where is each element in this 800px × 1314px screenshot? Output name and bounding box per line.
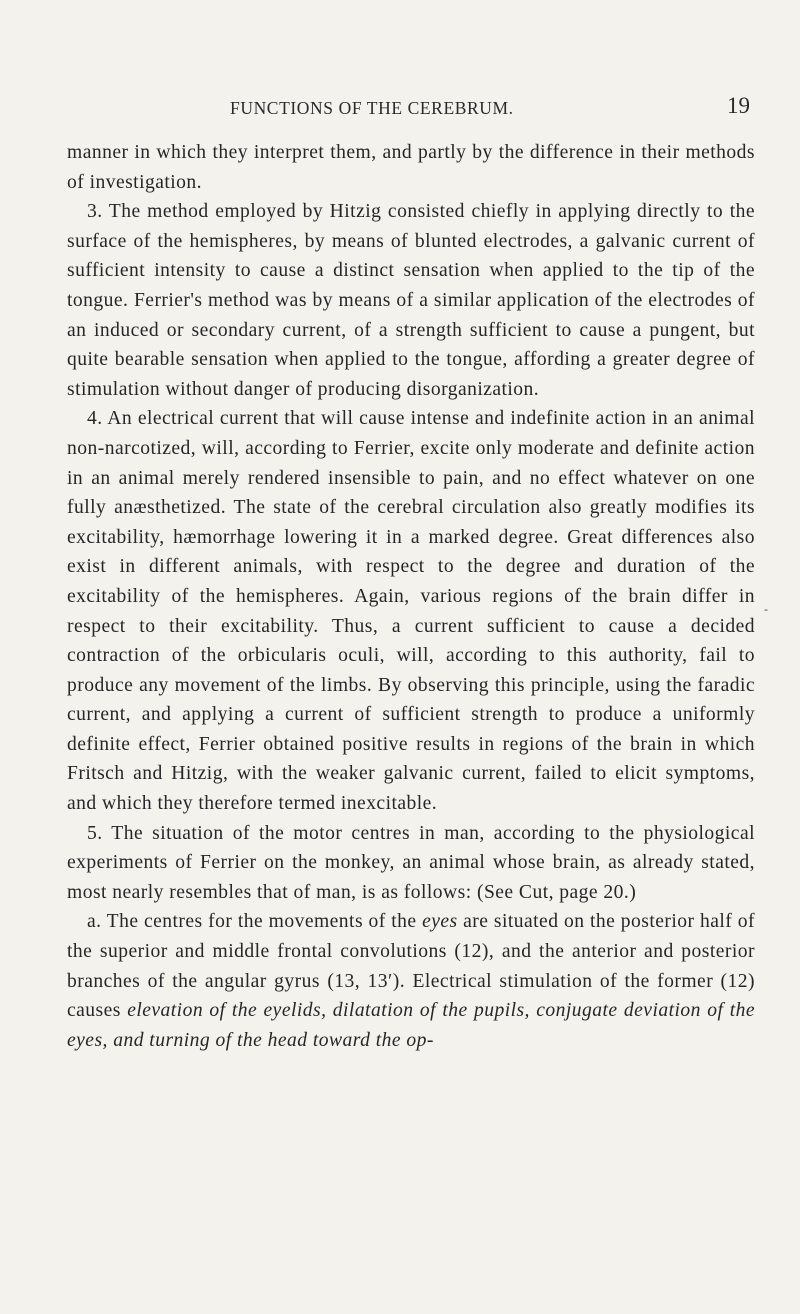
paragraph-5-cut-reference: (See Cut, page 20.) [476,881,637,903]
running-title: FUNCTIONS OF THE CEREBRUM. [230,98,514,118]
paragraph-5-text: 5. The situation of the motor centres in man, according to the physiological experiments of Ferrier on the monkey, an animal whose brain, as already stated, most nearly resembles that of man, is as follows: [67,822,755,903]
paragraph-a-text-2: are situated on the posterior half of the superior and middle frontal convolutions (12), and the anterior and posterior branches of the angular gyrus (13, 13′). Electrical stimulation of the former (12) causes [67,911,755,1022]
page-number: 19 [727,93,750,118]
margin-mark: - [764,602,768,616]
paragraph-a-text-1: a. The centres for the movements of the [87,911,417,933]
paragraph-a-eyes: eyes [422,911,458,933]
paragraph-continued: manner in which they interpret them, and partly by the difference in their methods of investigation. [67,142,755,193]
paragraph-5 [67,819,755,908]
paragraph-a-italic-effects: elevation of the eyelids, dilatation of the pupils, conjugate deviation of the eyes, and turning of the head toward the op- [67,1000,755,1051]
paragraph-a [67,907,755,1055]
body-text [67,138,755,1055]
running-head [60,95,750,121]
paragraph-3: 3. The method employed by Hitzig consisted chiefly in applying directly to the surface of the hemispheres, by means of blunted electrodes, a galvanic current of sufficient intensity to cause a distinct sensation when applied to the tip of the tongue. Ferrier's method was by means of a similar application of the electrodes of an induced or secondary current, of a strength sufficient to cause a pungent, but quite bearable sensation when applied to the tongue, affording a greater degree of stimulation without danger of producing disorganization. [67,201,755,400]
paragraph-4: 4. An electrical current that will cause intense and indefinite action in an animal non-narcotized, will, according to Ferrier, excite only moderate and definite action in an animal merely rendered insensible to pain, and no effect whatever on one fully anæsthetized. The state of the cerebral circulation also greatly modifies its excitability, hæmorrhage lowering it in a marked degree. Great differences also exist in different animals, with respect to the degree and duration of the excitability of the hemispheres. Again, various regions of the brain differ in respect to their excitability. Thus, a current sufficient to cause a decided contraction of the orbicularis oculi, will, according to this authority, fail to produce any movement of the limbs. By observing this principle, using the faradic current, and applying a current of sufficient strength to produce a uniformly definite effect, Ferrier obtained positive results in regions of the brain in which Fritsch and Hitzig, with the weaker galvanic current, failed to elicit symptoms, and which they therefore termed inexcitable. [67,408,755,815]
